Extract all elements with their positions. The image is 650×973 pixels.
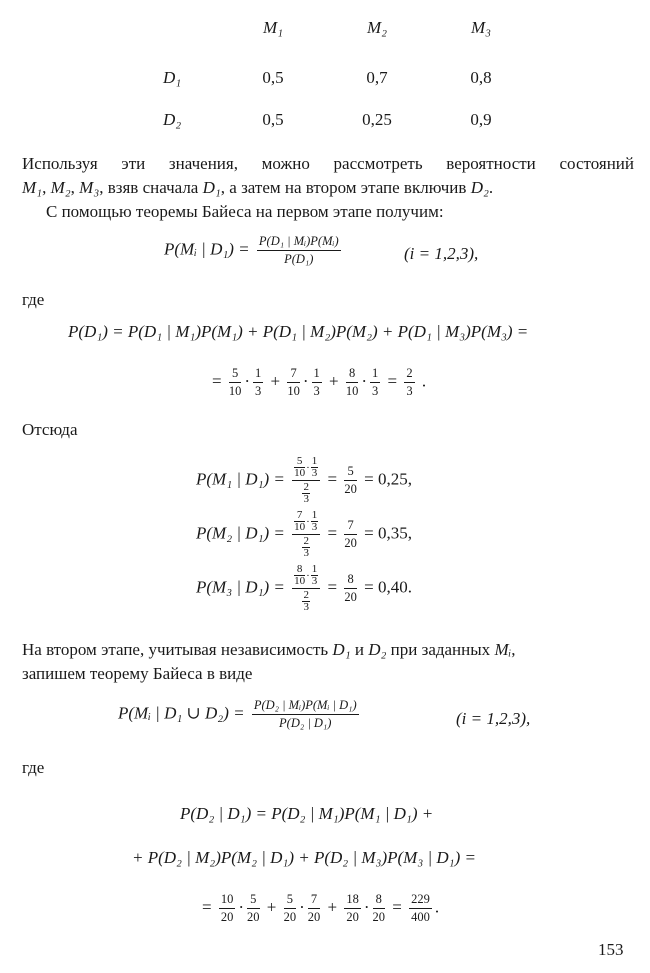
fraction-denominator: P(D₂ | D₁) [279,716,332,730]
fraction: $\frac{7}{20}$ [344,518,357,550]
text-fragment: , а затем на втором этапе включив [220,178,471,197]
sum-expression-1: = $\frac{5}{10}$ · $\frac{1}{3}$ + $\frac{7}{10}$ · $\frac{1}{3}$ + $\frac{8}{10}$ · $\frac{1}{3}$ = $\frac{2}{3}$ . [212,366,427,398]
symbol-d1: D₁ [202,178,221,197]
table-cell: 0,25 [362,110,392,129]
symbol-m3: M₃ [79,178,100,197]
fraction [252,698,359,731]
result: = 0,40. [364,577,412,597]
numerator: 5 [229,366,242,383]
paragraph-2: С помощью теоремы Байеса на первом этапе получим: [46,202,444,221]
formula-lhs: P(Mᵢ | D₁) = [164,239,250,259]
symbol-d2: D₂ [368,640,387,659]
compound-fraction: $\frac{5}{10}$ · $\frac{1}{3}$ $\frac{2}{3}$ [292,456,320,505]
fraction [370,366,380,399]
result: = 0,35, [364,523,412,543]
bayes-formula-2 [118,698,362,731]
denominator: 3 [255,384,262,398]
formula-condition: (i = 1,2,3), [404,244,479,263]
fraction: $\frac{7}{20}$ [307,892,321,924]
denominator: 3 [372,384,379,398]
paragraph-1-line-1: Используя эти значения, можно рассмотреть вероятности состояний [22,154,634,173]
symbol-mi: Mᵢ [494,640,512,659]
symbol-m2: M₂ [50,178,71,197]
denominator: 3 [313,384,320,398]
table-cell: 0,5 [262,68,284,87]
denominator: 10 [345,384,359,398]
posterior-m1: P(M₁ | D₁) = $\frac{5}{10}$ · $\frac{1}{3}$ $\frac{2}{3}$ = $\frac{5}{20}$ = 0,25, [196,455,412,505]
page-number: 153 [598,940,624,959]
fraction-denominator: P(D₁) [284,252,314,266]
table-cell: 0,5 [262,110,284,129]
sum-expression-2: = $\frac{10}{20}$ · $\frac{5}{20}$ + $\frac{5}{20}$ · $\frac{7}{20}$ + $\frac{18}{20}$ · $\frac{8}{20}$ = $\frac{229}{400}$ . [202,892,440,924]
fraction [257,234,341,267]
bayes-formula-1 [164,234,344,267]
paragraph-3-line-2: запишем теорему Байеса в виде [22,664,253,683]
table-header-m2: M₂ [366,18,388,37]
paragraph-1 [22,152,634,224]
fraction [287,366,300,399]
formula-lhs: P(M₃ | D₁) = [196,577,285,597]
denominator: 10 [228,384,242,398]
compound-fraction: $\frac{7}{10}$ · $\frac{1}{3}$ $\frac{2}{3}$ [292,510,320,559]
paragraph-3-line-1: На втором этапе, учитывая независимость D₁ и D₂ при заданных Mᵢ, [22,640,516,659]
numerator: 2 [404,366,414,383]
posterior-m2: P(M₂ | D₁) = $\frac{7}{10}$ · $\frac{1}{3}$ $\frac{2}{3}$ = $\frac{7}{20}$ = 0,35, [196,509,412,559]
text-fragment: , взяв сначала [99,178,203,197]
fraction: $\frac{5}{20}$ [247,892,260,924]
fraction [229,366,242,399]
table-row-label-d1: D₁ [163,68,182,87]
result: = 0,25, [364,469,412,489]
numerator: 1 [312,366,322,383]
symbol-d1: D₁ [332,640,351,659]
fraction: $\frac{8}{20}$ [372,892,386,924]
numerator: 1 [253,366,263,383]
total-probability-2-line-1: P(D₂ | D₁) = P(D₂ | M₁)P(M₁ | D₁) + [180,804,434,823]
table-cell: 0,9 [470,110,492,129]
fraction [404,366,414,399]
table-row-label-d2: D₂ [163,110,182,129]
formula-lhs: P(Mᵢ | D₁ ∪ D₂) = [118,703,245,723]
table-cell: 0,8 [470,68,492,87]
fraction-numerator: P(D₁ | Mᵢ)P(Mᵢ) [257,234,341,251]
fraction-numerator: P(D₂ | Mᵢ)P(Mᵢ | D₁) [252,698,359,715]
formula-condition: (i = 1,2,3), [456,709,531,728]
formula-lhs: P(M₁ | D₁) = [196,469,285,489]
table-header-m1: M₁ [262,18,284,37]
fraction: $\frac{229}{400}$ [411,892,430,924]
table-cell: 0,7 [366,68,388,87]
hence-label: Отсюда [22,420,78,439]
fraction: $\frac{8}{20}$ [344,572,357,604]
numerator: 1 [370,366,380,383]
fraction [346,366,359,399]
posterior-m3: P(M₃ | D₁) = $\frac{8}{10}$ · $\frac{1}{3}$ $\frac{2}{3}$ = $\frac{8}{20}$ = 0,40. [196,563,412,613]
fraction: $\frac{10}{20}$ [220,892,234,924]
denominator: 10 [287,384,300,398]
symbol-d2: D₂ [470,178,489,197]
fraction [253,366,263,399]
where-label-2: где [22,758,45,777]
fraction: $\frac{5}{20}$ [344,464,357,496]
compound-fraction: $\frac{8}{10}$ · $\frac{1}{3}$ $\frac{2}{3}$ [292,564,320,613]
where-label-1: где [22,290,45,309]
paragraph-1-line-2: M₁, M₂, M₃, взяв сначала D₁, а затем на втором этапе включив D₂. [22,178,494,197]
total-probability-2-line-2: + P(D₂ | M₂)P(M₂ | D₁) + P(D₂ | M₃)P(M₃ | D₁) = [132,848,476,867]
numerator: 7 [287,366,300,383]
formula-lhs: P(M₂ | D₁) = [196,523,285,543]
total-probability-formula: P(D₁) = P(D₁ | M₁)P(M₁) + P(D₁ | M₂)P(M₂) + P(D₁ | M₃)P(M₃) = [68,322,529,341]
table-header-m3: M₃ [470,18,492,37]
numerator: 8 [346,366,359,383]
paragraph-3 [22,638,634,686]
fraction [312,366,322,399]
fraction: $\frac{18}{20}$ [346,892,359,924]
symbol-m1: M₁ [22,178,43,197]
denominator: 3 [406,384,413,398]
fraction: $\frac{5}{20}$ [283,892,297,924]
